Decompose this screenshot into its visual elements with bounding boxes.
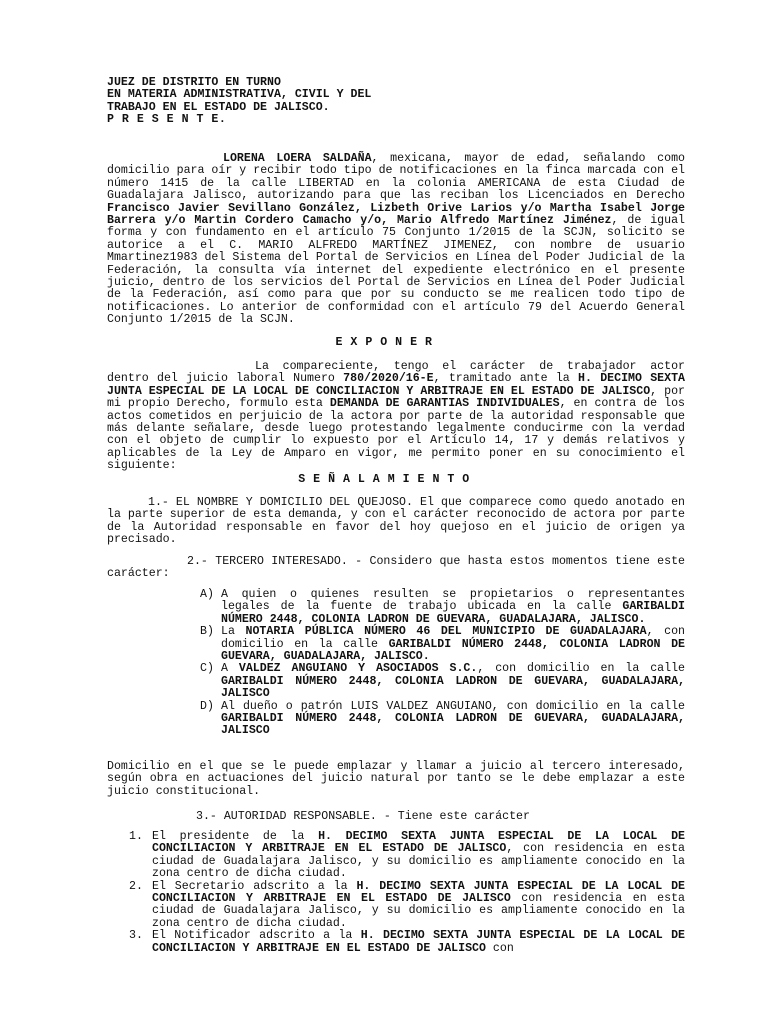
intro-paragraph: LORENA LOERA SALDAÑA, mexicana, mayor de edad, señalando como domicilio para oír y recibir todo tipo de notificaciones en la finca marcada con el número 1415 de la calle LIBERTAD en la colonia AMERICANA de esta Ciudad de Guadalajara Jalisco, autorizando para que las reciban los Licenciados en Derecho Francisco Javier Sevillano González, Lizbeth Orive Larios y/o Martha Isabel Jorge Barrera y/o Martin Cordero Camacho y/o, Mario Alfredo Martínez Jiménez, de igual forma y con fundamento en el artículo 75 Conjunto 1/2015 de la SCJN, solicito se autorice a el C. MARIO ALFREDO MARTÍNEZ JIMENEZ, con nombre de usuario Mmartinez1983 del Sistema del Portal de Servicios en Línea del Poder Judicial de la Federación, la consulta vía internet del expediente electrónico en el presente juicio, dentro de los servicios del Portal de Servicios en Línea del Poder Judicial de la Federación, así como para que por su conducto se me realicen todo tipo de notificaciones. Lo anterior de conformidad con el artículo 79 del Acuerdo General Conjunto 1/2015 de la SCJN. bbox=[107, 152, 685, 327]
addressee-line: TRABAJO EN EL ESTADO DE JALISCO. bbox=[107, 100, 330, 114]
section-3-heading: 3.- AUTORIDAD RESPONSABLE. - Tiene este carácter bbox=[196, 810, 530, 823]
list-item: D) Al dueño o patrón LUIS VALDEZ ANGUIANO, con domicilio en la calle GARIBALDI NÚMERO 2448, COLONIA LADRON DE GUEVARA, GUADALAJARA, JALISCO bbox=[200, 699, 685, 738]
list-item: 2. El Secretario adscrito a la H. DECIMO SEXTA JUNTA ESPECIAL DE LA LOCAL DE CONCILIACION Y ARBITRAJE EN EL ESTADO DE JALISCO con residencia en esta ciudad de Guadalajara Jalisco, y su domicilio es ampliamente conocido en la zona centro de dicha ciudad. bbox=[129, 879, 685, 930]
list-item: C) A VALDEZ ANGUIANO Y ASOCIADOS S.C., con domicilio en la calle GARIBALDI NÚMERO 2448, COLONIA LADRON DE GUEVARA, GUADALAJARA, JALISCO bbox=[200, 662, 685, 701]
senalamiento-heading: S E Ñ A L A M I E N T O bbox=[298, 473, 470, 486]
petitioner-name: LORENA LOERA SALDAÑA bbox=[223, 152, 372, 165]
court-name: H. DECIMO SEXTA JUNTA ESPECIAL DE LA LOCAL DE CONCILIACION Y ARBITRAJE EN EL ESTADO DE JALISCO bbox=[107, 372, 685, 398]
domicilio-paragraph: Domicilio en el que se le puede emplazar y llamar a juicio al tercero interesado, según obra en actuaciones del juicio natural por tanto se le debe emplazar a este juicio constitucional. bbox=[107, 760, 685, 798]
case-number: 780/2020/16-E bbox=[343, 372, 434, 386]
addressee-line: EN MATERIA ADMINISTRATIVA, CIVIL Y DEL bbox=[107, 88, 372, 102]
list-item: 1. El presidente de la H. DECIMO SEXTA JUNTA ESPECIAL DE LA LOCAL DE CONCILIACION Y ARBITRAJE EN EL ESTADO DE JALISCO, con residencia en esta ciudad de Guadalajara Jalisco, y su domicilio es ampliamente conocido en la zona centro de dicha ciudad. bbox=[129, 830, 685, 881]
addressee-line: P R E S E N T E. bbox=[107, 112, 227, 126]
list-item: A) A quien o quienes resulten se propietarios o representantes legales de la fuente de trabajo ubicada en la calle GARIBALDI NÚMERO 2448, COLONIA LADRON DE GUEVARA, GUADALAJARA, JALISCO. bbox=[200, 588, 685, 626]
list-item: B) La NOTARIA PÚBLICA NÚMERO 46 DEL MUNICIPIO DE GUADALAJARA, con domicilio en la calle GARIBALDI NÚMERO 2448, COLONIA LADRON DE GUEVARA, GUADALAJARA, JALISCO. bbox=[200, 625, 686, 664]
exponer-paragraph: La compareciente, tengo el carácter de trabajador actor dentro del juicio laboral Numero 780/2020/16-E, tramitado ante la H. DECIMO SEXTA JUNTA ESPECIAL DE LA LOCAL DE CONCILIACION Y ARBITRAJE EN EL ESTADO DE JALISCO, por mi propio Derecho, formulo esta DEMANDA DE GARANTIAS INDIVIDUALES, en contra de los actos cometidos en perjuicio de la actora por parte de la autoridad responsable que más delante señalare, desde luego protestando legalmente conducirme con la verdad con el objeto de cumplir lo expuesto por el Artículo 14, 17 y demás relativos y aplicables de la Ley de Amparo en vigor, me permito poner en su conocimiento el siguiente: bbox=[107, 360, 686, 473]
list-item: 3. El Notificador adscrito a la H. DECIMO SEXTA JUNTA ESPECIAL DE LA LOCAL DE CONCILIACION Y ARBITRAJE EN EL ESTADO DE JALISCO con bbox=[129, 929, 685, 955]
section-2-heading: 2.- TERCERO INTERESADO. - Considero que hasta estos momentos tiene este carácter: bbox=[107, 555, 685, 581]
exponer-heading: E X P O N E R bbox=[335, 336, 433, 349]
authorized-lawyers: Francisco Javier Sevillano González, Lizbeth Orive Larios y/o Martha Isabel Jorge Barrera y/o Martin Cordero Camacho y/o, Mario Alfredo Martínez Jiménez bbox=[107, 201, 685, 228]
addressee-line: JUEZ DE DISTRITO EN TURNO bbox=[107, 76, 281, 89]
section-1-paragraph: 1.- EL NOMBRE Y DOMICILIO DEL QUEJOSO. El que comparece como quedo anotado en la parte superior de esta demanda, y con el carácter reconocido de actora por parte de la Autoridad responsable en favor del hoy quejoso en el juicio de origen ya precisado. bbox=[107, 496, 685, 547]
demand-type: DEMANDA DE GARANTIAS INDIVIDUALES bbox=[329, 397, 560, 411]
third-party-list bbox=[200, 588, 686, 738]
addressee-block bbox=[107, 77, 371, 126]
authority-list bbox=[129, 830, 685, 955]
